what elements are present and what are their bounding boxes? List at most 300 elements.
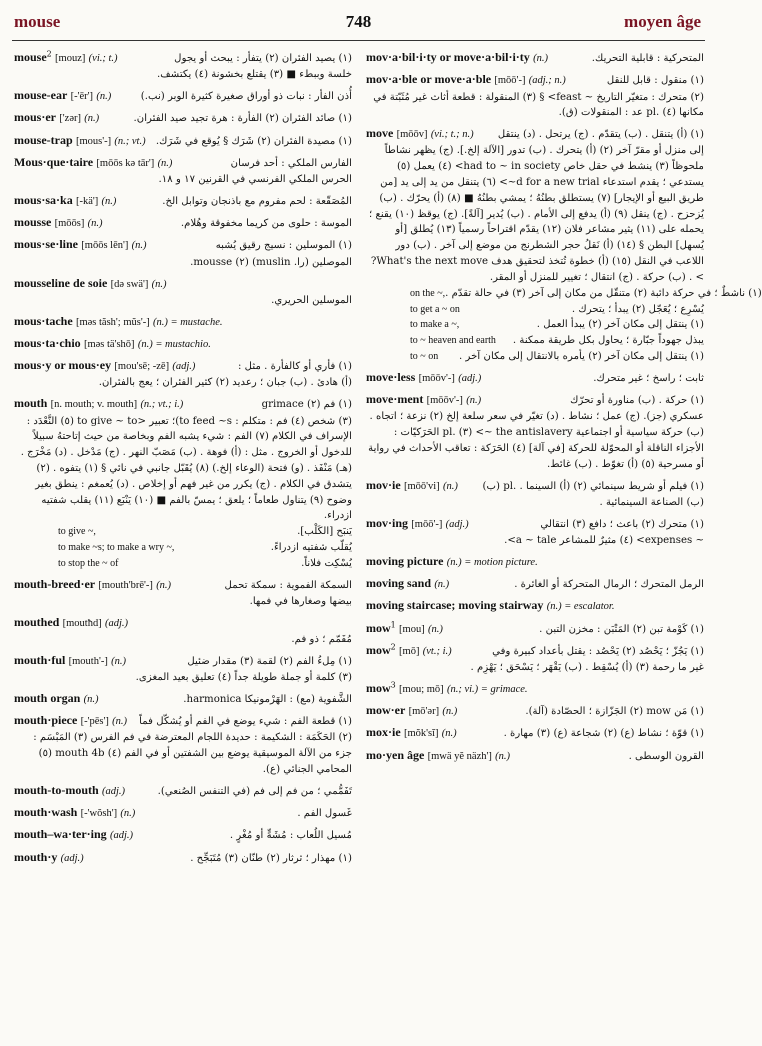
part-of-speech: (adj.): [104, 617, 129, 629]
entry-lead: [14, 781, 125, 800]
definition-text: (ب) الصناعة السينمائية .: [599, 496, 704, 508]
pronunciation: [mōō'-]: [494, 75, 526, 87]
definition-first-line: (١) كَوْمة تبن (٢) المَتْبَن : مخزن التبن .: [539, 623, 704, 635]
part-of-speech: (vt.; i.): [422, 645, 452, 657]
part-of-speech: (n.): [84, 113, 100, 125]
right-entry: [366, 476, 704, 511]
entry-first-line: [14, 394, 352, 413]
part-of-speech: (n.; vt.; i.): [140, 399, 184, 411]
part-of-speech: (n.): [441, 728, 457, 740]
entry-lead: [14, 48, 118, 67]
definition-first-line: (١) منقول : قابل للنقل: [606, 75, 704, 87]
headword: mow: [366, 620, 391, 635]
headword: moving sand: [366, 576, 432, 590]
homograph-number: 3: [390, 680, 396, 690]
entry-first-line: [366, 723, 704, 742]
definition-text: الحرس الملكي الفرنسي في القرنين ١٧ و ١٨.: [158, 174, 352, 186]
entry-lead: [366, 476, 458, 495]
entry-lead: [366, 70, 566, 89]
headword: mous·se·line: [14, 237, 79, 252]
entry-first-line: [14, 825, 352, 844]
left-entry: [14, 781, 352, 800]
entry-first-line: [14, 781, 352, 800]
phrase-english: to stop the ~ of: [58, 557, 119, 569]
phrase-row: [366, 302, 704, 318]
left-entry: [14, 48, 352, 83]
part-of-speech: (n.): [533, 53, 548, 64]
entry-first-line: [366, 390, 704, 409]
part-of-speech: (n.): [151, 278, 167, 290]
left-entry: [14, 334, 352, 353]
part-of-speech: (n.) = escalator.: [546, 601, 615, 613]
homograph-number: 1: [390, 620, 396, 630]
entry-first-line: [366, 124, 704, 143]
headword: mouth-to-mouth: [14, 782, 99, 797]
headword: mouth–wa·ter·ing: [14, 827, 107, 842]
entry-first-line: [14, 334, 352, 353]
entry-lead: [14, 274, 167, 293]
definition-first-line: (١) حركة . (ب) مناورة أو تحرّك: [570, 395, 704, 407]
part-of-speech: (vi.; t.; n.): [430, 129, 474, 141]
part-of-speech: (n.) = mustachio.: [137, 338, 211, 350]
right-entry: [366, 368, 704, 387]
left-entry: [14, 356, 352, 391]
entry-first-line: [14, 131, 352, 150]
entry-first-line: [14, 689, 352, 708]
definition-text: (٢) الحَكَمَة : الشكيمة : حديدة اللجام المعترضة في فم الفرس (٣) المَبْسَم : جزء من الآلة الموسيقية يوضع بين الشفتين أو في الفم (٤) mouth 4b (٥) المحامي الجنائي (ع).: [33, 732, 352, 776]
phrase-english: on the ~,: [410, 287, 446, 299]
part-of-speech: (adj.): [458, 372, 482, 384]
entry-lead: [14, 689, 99, 708]
definition-first-line: الموسة : حلوى من كريما مخفوقة وهُلام.: [180, 218, 352, 230]
part-of-speech: (n.): [87, 218, 103, 230]
part-of-speech: (n.): [442, 706, 458, 718]
entry-first-line: [14, 86, 352, 105]
headword: move: [366, 126, 394, 141]
definition-text: الموصلين (را. muslin) (٢) mousse.: [190, 256, 352, 268]
definition-first-line: تَفَمُّمي ؛ من فم إلى فم (في التنفس الصُنعي).: [157, 785, 352, 797]
part-of-speech: (n.): [434, 579, 450, 590]
left-entry: [14, 825, 352, 844]
left-entry: [14, 191, 352, 210]
definition-first-line: السمكة الفموية : سمكة تحمل: [224, 579, 352, 591]
pronunciation: [mŏk'sĭ]: [403, 728, 439, 740]
entry-first-line: [14, 108, 352, 127]
part-of-speech: (n.) = mustache.: [153, 316, 223, 328]
entry-first-line: [366, 476, 704, 495]
headword: mow: [366, 680, 391, 695]
pronunciation: [mou]: [399, 623, 425, 635]
headword: mouse-ear: [14, 88, 68, 103]
entry-lead: [366, 596, 614, 615]
entry-first-line: [366, 70, 704, 89]
headword: mow·er: [366, 703, 406, 718]
headword: mouth·ful: [14, 652, 66, 667]
headword: moving staircase; moving stairway: [366, 598, 544, 613]
headword: mouse-trap: [14, 132, 73, 147]
entry-lead: [14, 312, 223, 331]
definition-first-line: (١) فأري أو كالفأرة . مثل :: [238, 361, 352, 373]
entry-first-line: [14, 274, 352, 293]
phrase-translation: يبذل جهوداً جبّارة ؛ يحاول بكل طريقة ممكنة .: [512, 335, 704, 347]
left-entry: [14, 86, 352, 105]
definition-first-line: (١) متحرك (٢) باعث ؛ دافع (٣) انتقالي: [540, 518, 704, 530]
entry-first-line: [366, 701, 704, 720]
definition-text: عسكري (جز). (ج) عمل ؛ نشاط . (د) تغيّر في سعر سلعة إلخ (٢) نزعة ؛ اتجاه . (ب) حركة سياسية أو اجتماعية the antislavery ~> (٣) .pl الحَرَكيّات : الأجزاء الناقلة أو المحوّلة للحركة [في آلة] (٤) الحَرَكة : تعاقب الأحداث في رواية أو مسرحية (٥) (أ) تغوّط . (ب) غائط.: [368, 411, 704, 470]
left-entry: [14, 689, 352, 708]
part-of-speech: (n.): [96, 91, 112, 103]
part-of-speech: (n.): [120, 808, 136, 820]
pronunciation: [mouz]: [55, 53, 86, 64]
entry-first-line: [14, 575, 352, 594]
part-of-speech: (n.): [495, 750, 511, 762]
entry-first-line: [14, 312, 352, 331]
phrase-english: to get a ~ on: [410, 303, 460, 315]
left-entry: [14, 575, 352, 610]
entry-first-line: [366, 552, 704, 571]
part-of-speech: (n.): [101, 195, 117, 207]
entry-first-line: [366, 596, 704, 615]
guide-word-right: moyen âge: [624, 12, 701, 31]
definition-first-line: أُذن الفأر : نبات ذو أوراق صغيرة كثيرة الوبر (نب.): [140, 91, 352, 103]
entry-lead: [366, 574, 449, 593]
definition-text: ~ expenses> (٤) مثيرٌ للمشاعر a ~ tale>.: [504, 534, 704, 546]
entry-lead: [366, 390, 481, 409]
part-of-speech: (n.): [112, 716, 128, 728]
pronunciation: [məs tăsh'; mŭs'-]: [75, 316, 150, 328]
phrase-translation: يُسْكِت فلاناً.: [301, 557, 352, 569]
part-of-speech: (n.): [157, 157, 173, 169]
pronunciation: [-'wŏsh']: [80, 808, 118, 820]
pronunciation: [-'pēs']: [80, 716, 109, 728]
definition-text: (٣) كلمة أو جملة طويلة جداً (٤) تعليق بعيد المغزى.: [135, 672, 352, 684]
definition-text: إلى منزل أو مقرّ آخر (٢) (أ) يتحرك . (ب) تدور [الآلة إلخ.]. (ج) يظهر نشاطاً ملحوظاً (٣) ينشط في حقل خاص had to ~ in society> (٤) يعمل (٥) يستدعي ؛ يقدم استدعاء d for a new trial~> (٦) يتنقل من يد إلى يد [من طريق البيع أو الإيجار] (٧) يستطلق بطنُهُ ؛ يمشي بطنُهُ ■ (٨) (أ) يحرّك . (ب) يُزحزح . (ج) ينقل (٩) (أ) يدفع إلى الأمام . (ب) يُدير [آلةً]. (ج) يوقظ (١٠) يقنع ؛ يحمله على (١١) يثير مشاعر فلان (١٢) يقدّم اقتراحاً رسمياً (١٣) يُطلق [أو يُسهل] البطن § (١٤) (أ) نَقلُ حجر الشطرنج من موضع إلى آخر . (ب) دور اللاعب في النقل (١٥) (أ) خطوة تُتخذ لتحقيق هدف What's the next move?> . (ب) حركة . (ج) انتقال ؛ تغيير للمنزل أو المقر.: [369, 145, 704, 283]
definition-text: خلسة وببطء ■ (٣) يقتلع بخشونة (٤) يكتشف.: [156, 69, 352, 81]
definition-first-line: (١) قوّة ؛ نشاط (ع) (٢) شجاعة (ع) (٣) مهارة .: [503, 728, 704, 740]
entry-lead: [14, 711, 127, 730]
right-entry: [366, 746, 704, 765]
part-of-speech: (adj.): [172, 361, 196, 373]
phrase-translation: يُسْرِع ؛ يُعَجّل (٢) يبدأ ؛ يتحرك .: [571, 303, 704, 315]
definition-first-line: (١) مهذار ؛ ثرثار (٢) طنّان (٣) مُتَبَجِّح .: [190, 852, 352, 864]
entry-lead: [366, 619, 443, 638]
right-entry: [366, 552, 704, 571]
right-entry: [366, 48, 704, 67]
headword: mous·er: [14, 110, 56, 125]
headword: mouse: [14, 50, 47, 64]
right-entry: [366, 514, 704, 549]
pronunciation: [mouth'brē'-]: [98, 579, 153, 591]
right-entry: [366, 723, 704, 742]
definition-first-line: (١) صائد الفئران (٢) الفأرة : هرة تجيد صيد الفئران.: [133, 113, 352, 125]
entry-lead: [366, 514, 469, 533]
definition-text: (أ) هادئ . (ب) جبان ؛ رعديد (٢) كثير الفئران ؛ يعج بالفئران.: [98, 377, 352, 389]
entry-first-line: [366, 679, 704, 698]
entry-first-line: [14, 803, 352, 822]
entry-first-line: [14, 711, 352, 730]
definition-first-line: (١) مِلءُ الفم (٢) لقمة (٣) مقدار ضئيل: [187, 655, 352, 667]
pronunciation: [mōōv'-]: [426, 395, 463, 407]
part-of-speech: (adj.): [60, 852, 84, 864]
definition-first-line: (١) مصيدة الفئران (٢) شَرَك § يُوقع في شَرَك.: [155, 135, 352, 147]
pronunciation: [mou; mō]: [399, 683, 444, 695]
definition-text: الموسلين الحريري.: [271, 294, 352, 306]
entry-first-line: [366, 368, 704, 387]
definition-first-line: (١) الموسلين : نسيج رقيق يُشبه: [215, 240, 352, 252]
definition-first-line: ثابت ؛ راسخ ؛ غير متحرك.: [593, 372, 704, 384]
entry-first-line: [14, 153, 352, 172]
left-entry: [14, 274, 352, 309]
definition-first-line: الفارس الملكي : أحد فرسان: [230, 157, 352, 169]
left-entry: [14, 235, 352, 270]
guide-word-left: mouse: [14, 12, 61, 31]
phrase-english: to make ~s; to make a wry ~,: [58, 542, 175, 554]
phrase-row: [14, 524, 352, 540]
right-entry: [366, 574, 704, 593]
left-entry: [14, 108, 352, 127]
phrase-translation: (١) ناشطٌ ؛ في حركة دائبة (٢) متنقّل من مكان إلى آخر (٣) في حالة تقدّم .: [445, 287, 762, 299]
entry-lead: [366, 723, 457, 742]
entry-lead: [14, 153, 172, 172]
pronunciation: [mwä yĕ näzh']: [427, 750, 492, 762]
headword: mo·yen âge: [366, 747, 425, 762]
entry-first-line: [14, 848, 352, 867]
definition-first-line: (١) قطعة الفم : شيء يوضع في الفم أو يُشكّل فماً: [139, 716, 352, 728]
left-entry: [14, 153, 352, 188]
phrase-row: [366, 286, 762, 302]
pronunciation: [mōō'vi]: [403, 480, 440, 492]
entry-lead: [14, 213, 103, 232]
pronunciation: [mō]: [399, 645, 420, 657]
phrase-english: to ~ on: [410, 350, 439, 362]
header-rule: [12, 40, 705, 41]
entry-lead: [14, 575, 171, 594]
definition-first-line: (١) فم (٢) grimace: [261, 399, 352, 411]
headword: mous·sa·ka: [14, 192, 73, 207]
definition-first-line: (١) يصيد الفئران (٢) يتفأر : يبحث أو يجول: [174, 53, 352, 64]
headword: Mous·que·taire: [14, 154, 94, 169]
headword: mouth·piece: [14, 713, 78, 728]
definition-text: مُفَمّم ؛ ذو فم.: [291, 633, 352, 645]
homograph-number: 2: [390, 642, 396, 652]
left-entry: [14, 613, 352, 648]
definition-first-line: المُصَقّعة : لحم مفروم مع باذنجان وتوابل الخ.: [162, 195, 352, 207]
right-entry: [366, 619, 704, 638]
entry-lead: [366, 368, 481, 387]
entry-first-line: [366, 574, 704, 593]
phrase-translation: يَنبَح [الكَلْب].: [297, 526, 352, 538]
entry-lead: [366, 124, 474, 143]
entry-lead: [14, 356, 195, 375]
headword: mov·ie: [366, 477, 401, 492]
left-entry: [14, 803, 352, 822]
pronunciation: [məs tä'shō]: [83, 338, 135, 350]
headword: mousse: [14, 215, 52, 230]
entry-first-line: [14, 191, 352, 210]
right-entry: [366, 641, 704, 676]
entry-lead: [366, 746, 510, 765]
entry-first-line: [14, 235, 352, 254]
entry-lead: [366, 679, 528, 698]
entry-first-line: [366, 514, 704, 533]
definition-text: بيضها وصغارها في فمها.: [249, 595, 352, 607]
part-of-speech: (n.): [111, 655, 127, 667]
headword: mous·ta·chio: [14, 335, 81, 350]
part-of-speech: (n.): [83, 693, 99, 705]
part-of-speech: (adj.): [101, 785, 125, 797]
headword: mouth-breed·er: [14, 576, 96, 591]
entry-first-line: [366, 746, 704, 765]
pronunciation: [mōōs kə tār']: [96, 157, 155, 169]
entry-lead: [14, 848, 84, 867]
entry-lead: [14, 334, 211, 353]
part-of-speech: (n.): [442, 480, 458, 492]
part-of-speech: (adj.): [109, 830, 133, 842]
pronunciation: [mōōv]: [396, 129, 428, 141]
right-column: [366, 48, 762, 1038]
left-entry: [14, 394, 352, 571]
definition-first-line: (١) (أ) يتنقل . (ب) يتقدّم . (ج) يرتحل . (د) ينتقل: [497, 129, 704, 141]
entry-lead: [366, 641, 452, 660]
right-entry: [366, 679, 704, 698]
left-entry: [14, 131, 352, 150]
left-column: [14, 48, 352, 1038]
right-entry: [366, 596, 704, 615]
entry-lead: [14, 651, 126, 670]
headword: mouth·wash: [14, 805, 78, 820]
phrase-english: to give ~,: [58, 526, 96, 538]
pronunciation: [mous'-]: [75, 135, 112, 147]
part-of-speech: (n.): [428, 623, 443, 635]
phrase-row: [14, 540, 352, 556]
headword: mouth organ: [14, 690, 81, 705]
entry-lead: [366, 48, 548, 67]
headword: mousseline de soie: [14, 275, 108, 290]
pronunciation: [də swä']: [110, 278, 149, 290]
part-of-speech: (n.): [131, 240, 147, 252]
definition-text: (٢) متحرك : متغيّر التاريخ ~ feast> § (٣) المنقولة : قطعة أثاث غير مُثَبّتة في مكانها (٤) .pl عد : المنقولات (ق).: [373, 91, 704, 119]
phrase-row: [366, 317, 704, 333]
headword: mouth: [14, 396, 48, 411]
entry-first-line: [14, 613, 352, 632]
headword: mov·a·ble or move·a·ble: [366, 72, 492, 87]
homograph-number: 2: [46, 49, 52, 59]
pronunciation: [mouth'-]: [68, 655, 108, 667]
entry-first-line: [366, 641, 704, 660]
page-header: [0, 0, 717, 44]
pronunciation: [mōōs]: [54, 218, 85, 230]
entry-lead: [14, 131, 146, 150]
definition-first-line: (١) يَجُزّ ؛ يَحْصُد (٢) يَحْصُد : يقتل بأعداد كبيرة وفي: [492, 645, 704, 657]
headword: move·less: [366, 369, 416, 384]
phrase-row: [366, 349, 704, 365]
headword: move·ment: [366, 392, 424, 407]
definition-first-line: مُسيل اللُعاب : مُشَهٍّ أو مُغْرٍ .: [229, 830, 352, 842]
phrase-translation: (١) ينتقل إلى مكان آخر (٢) يبدأ العمل .: [536, 319, 704, 331]
pronunciation: [-kä']: [75, 195, 99, 207]
part-of-speech: (n.) = motion picture.: [446, 556, 538, 568]
entry-first-line: [14, 48, 352, 67]
definition-first-line: المتحركية : قابلية التحريك.: [591, 53, 704, 64]
entry-lead: [14, 803, 135, 822]
headword: mous·y or mous·ey: [14, 358, 112, 373]
entry-first-line: [14, 651, 352, 670]
headword: mow: [366, 642, 391, 657]
headword: moving picture: [366, 553, 444, 568]
phrase-row: [14, 556, 352, 572]
part-of-speech: (adj.; n.): [528, 75, 566, 87]
right-entry: [366, 124, 762, 365]
part-of-speech: (adj.): [445, 518, 469, 530]
pronunciation: ['zər]: [59, 113, 81, 125]
pronunciation: [mou'sē; -zē]: [114, 361, 170, 373]
phrase-row: [366, 333, 704, 349]
entry-first-line: [14, 356, 352, 375]
left-entry: [14, 213, 352, 232]
definition-text: غير ما رحمة (٣) (أ) يُسْقِط . (ب) يَقْهَر ؛ يَسْحَق ؛ يَهْزِم .: [470, 662, 704, 674]
entry-lead: [14, 394, 183, 413]
pronunciation: [n. mouth; v. mouth]: [50, 399, 138, 411]
entry-lead: [14, 86, 111, 105]
pronunciation: [mōō'-]: [411, 518, 443, 530]
part-of-speech: (n.; vt.): [114, 135, 146, 147]
pronunciation: [mōōv'-]: [418, 372, 455, 384]
pronunciation: [mō'ər]: [408, 706, 440, 718]
pronunciation: [-'ēr']: [70, 91, 94, 103]
pronunciation: [moutħd]: [62, 617, 102, 629]
entry-lead: [14, 108, 99, 127]
definition-first-line: القرون الوسطى .: [628, 750, 704, 762]
headword: mox·ie: [366, 725, 401, 740]
headword: mov·a·bil·i·ty or move·a·bil·i·ty: [366, 50, 530, 64]
right-entry: [366, 390, 704, 473]
definition-first-line: (١) فيلم أو شريط سينمائي (٢) (أ) السينما . .pl (ب): [482, 480, 704, 492]
page-number: 748: [345, 12, 372, 31]
left-entry: [14, 312, 352, 331]
definition-first-line: الرمل المتحرك ؛ الرمال المتحركة أو الغائرة .: [514, 579, 704, 590]
definition-text: (٣) شخص (٤) فم : متكلم : to feed ~s)؛ تعبير <to give ~ to (٥) النَّعْدَد : الإسراف في الكلام (٧) الفم : شيء يشبه الفم وبخاصة من حيث إتاحتهُ سبيلاً للدخول أو الخروج . مثل : (أ) فوهة . (ب) مَصَبّ النهر . (ج) مَدْخل . (د) مَخْرَج . (هـ) مَنْفَذ . (و) فتحة (الوعاء إلخ.) (٨) يُقَبّل جانبي في نائي § (١) يتفوه . (٢) يتشدق في الكلام . (ج) يكرر من غير فهم أو إخلاص . (د) يُعمغم : ينطق بغير وضوح (٩) يتناول طعاماً ؛ يلعق ؛ يمسّ بالفم ■ (١٠) يَنْبَع (١١) يقلب شفتيه ازدراء.: [20, 415, 352, 522]
right-entry: [366, 70, 704, 121]
headword: mous·tache: [14, 313, 73, 328]
phrase-translation: يُقلّب شفتيه ازدراءً.: [270, 542, 352, 554]
right-entry: [366, 701, 704, 720]
left-entry: [14, 651, 352, 686]
part-of-speech: (n.): [156, 579, 172, 591]
left-entry: [14, 848, 352, 867]
entry-first-line: [14, 213, 352, 232]
pronunciation: [mōōs lēn']: [81, 240, 129, 252]
entry-lead: [14, 825, 133, 844]
entry-lead: [366, 701, 457, 720]
left-entry: [14, 711, 352, 778]
entry-first-line: [366, 48, 704, 67]
definition-first-line: الشَّفوية (مع) : الهَرْمونيكا harmonica.: [183, 693, 352, 705]
entry-lead: [14, 191, 116, 210]
headword: mouthed: [14, 614, 60, 629]
phrase-translation: (١) ينتقل إلى مكان آخر (٢) يأمره بالانتقال إلى مكان آخر .: [459, 350, 704, 362]
entry-lead: [14, 235, 147, 254]
headword: mov·ing: [366, 515, 409, 530]
definition-first-line: (١) مَن mow (٢) الجَزّازة ؛ الحصّادة (آلة).: [525, 706, 704, 718]
part-of-speech: (vi.; t.): [88, 53, 118, 64]
entry-lead: [366, 552, 538, 571]
entry-lead: [14, 613, 128, 632]
part-of-speech: (n.): [466, 395, 482, 407]
part-of-speech: (n.; vi.) = grimace.: [446, 683, 528, 695]
headword: mouth·y: [14, 849, 58, 864]
phrase-english: to make a ~,: [410, 319, 460, 331]
definition-first-line: غَسول الفم .: [297, 808, 352, 820]
